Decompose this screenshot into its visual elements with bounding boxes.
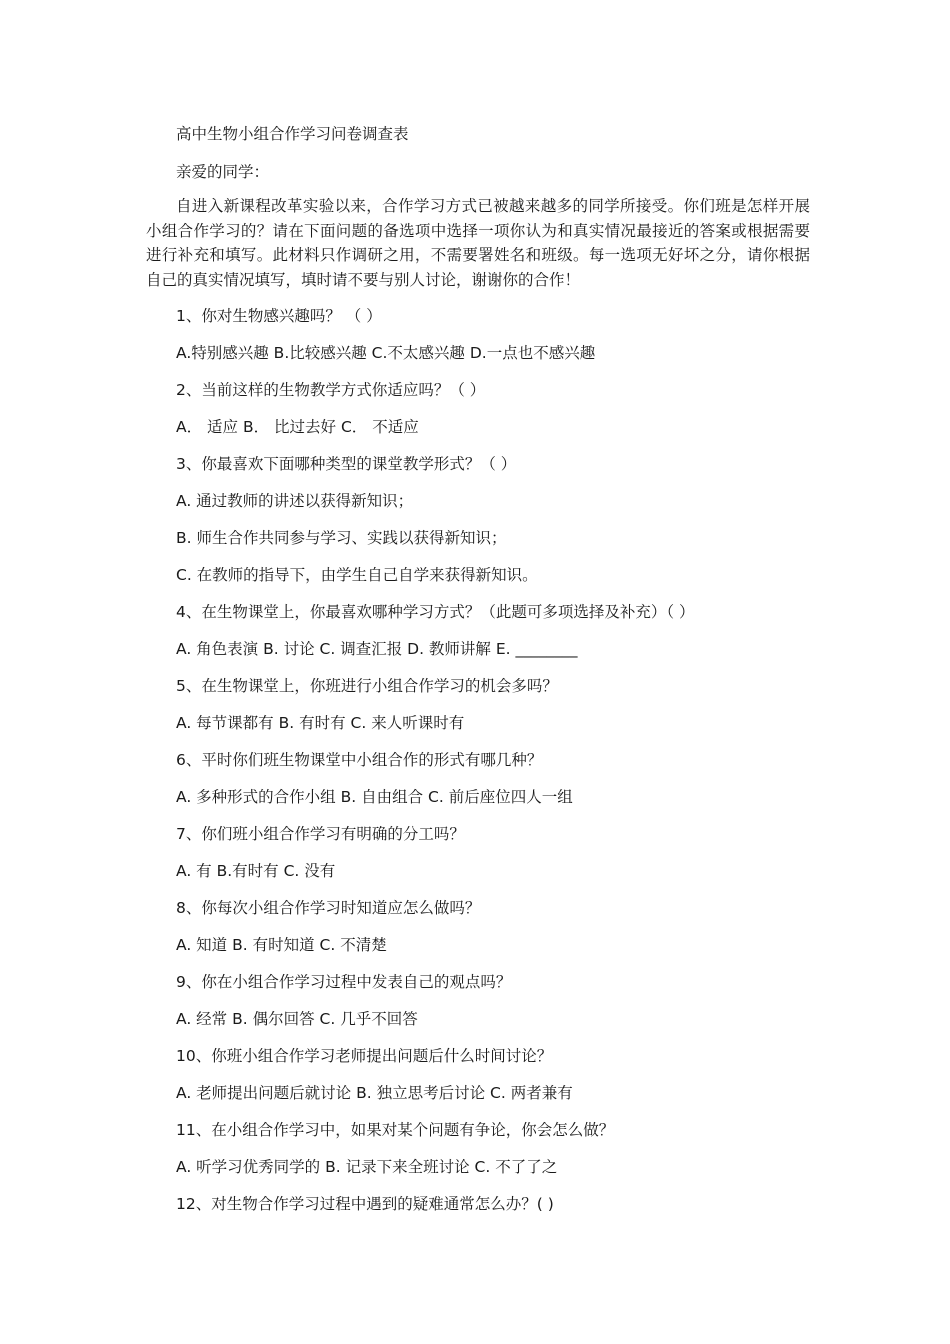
option-3c: C. 在教师的指导下，由学生自己自学来获得新知识。 — [176, 566, 538, 584]
options-4: A. 角色表演 B. 讨论 C. 调查汇报 D. 教师讲解 E. ________ — [176, 640, 578, 658]
question-7: 7、你们班小组合作学习有明确的分工吗？ — [176, 825, 465, 843]
question-9: 9、你在小组合作学习过程中发表自己的观点吗？ — [176, 973, 512, 991]
options-2: A． 适应 B． 比过去好 C． 不适应 — [176, 418, 419, 436]
options-11: A. 听学习优秀同学的 B. 记录下来全班讨论 C. 不了了之 — [176, 1158, 558, 1176]
options-9: A. 经常 B. 偶尔回答 C. 几乎不回答 — [176, 1010, 418, 1028]
options-5: A. 每节课都有 B. 有时有 C. 来人听课时有 — [176, 714, 465, 732]
greeting: 亲爱的同学： — [176, 163, 270, 181]
document-body — [146, 122, 810, 1229]
options-1: A.特别感兴趣 B.比较感兴趣 C.不太感兴趣 D.一点也不感兴趣 — [176, 344, 596, 362]
options-8: A. 知道 B. 有时知道 C. 不清楚 — [176, 936, 387, 954]
question-5: 5、在生物课堂上，你班进行小组合作学习的机会多吗？ — [176, 677, 558, 695]
question-1: 1、你对生物感兴趣吗？ （ ） — [176, 307, 382, 325]
question-2: 2、当前这样的生物教学方式你适应吗？（ ） — [176, 381, 486, 399]
document-title: 高中生物小组合作学习问卷调查表 — [176, 125, 409, 143]
intro-paragraph: 自进入新课程改革实验以来，合作学习方式已被越来越多的同学所接受。你们班是怎样开展小组合作学习的？请在下面问题的备选项中选择一项你认为和真实情况最接近的答案或根据需要进行补充和填写。此材料只作调研之用，不需要署姓名和班级。每一选项无好坏之分，请你根据自己的真实情况填写，填时请不要与别人讨论，谢谢你的合作！ — [146, 197, 810, 289]
option-3a: A. 通过教师的讲述以获得新知识； — [176, 492, 414, 510]
options-10: A. 老师提出问题后就讨论 B. 独立思考后讨论 C. 两者兼有 — [176, 1084, 573, 1102]
question-4: 4、在生物课堂上，你最喜欢哪种学习方式？（此题可多项选择及补充）（ ） — [176, 603, 695, 621]
option-3b: B. 师生合作共同参与学习、实践以获得新知识； — [176, 529, 507, 547]
question-6: 6、平时你们班生物课堂中小组合作的形式有哪几种？ — [176, 751, 543, 769]
question-8: 8、你每次小组合作学习时知道应怎么做吗？ — [176, 899, 481, 917]
question-12: 12、对生物合作学习过程中遇到的疑难通常怎么办？( ) — [176, 1195, 554, 1213]
options-7: A. 有 B.有时有 C. 没有 — [176, 862, 336, 880]
question-10: 10、你班小组合作学习老师提出问题后什么时间讨论？ — [176, 1047, 553, 1065]
question-11: 11、在小组合作学习中，如果对某个问题有争论，你会怎么做？ — [176, 1121, 615, 1139]
question-3: 3、你最喜欢下面哪种类型的课堂教学形式？（ ） — [176, 455, 517, 473]
options-6: A. 多种形式的合作小组 B. 自由组合 C. 前后座位四人一组 — [176, 788, 573, 806]
